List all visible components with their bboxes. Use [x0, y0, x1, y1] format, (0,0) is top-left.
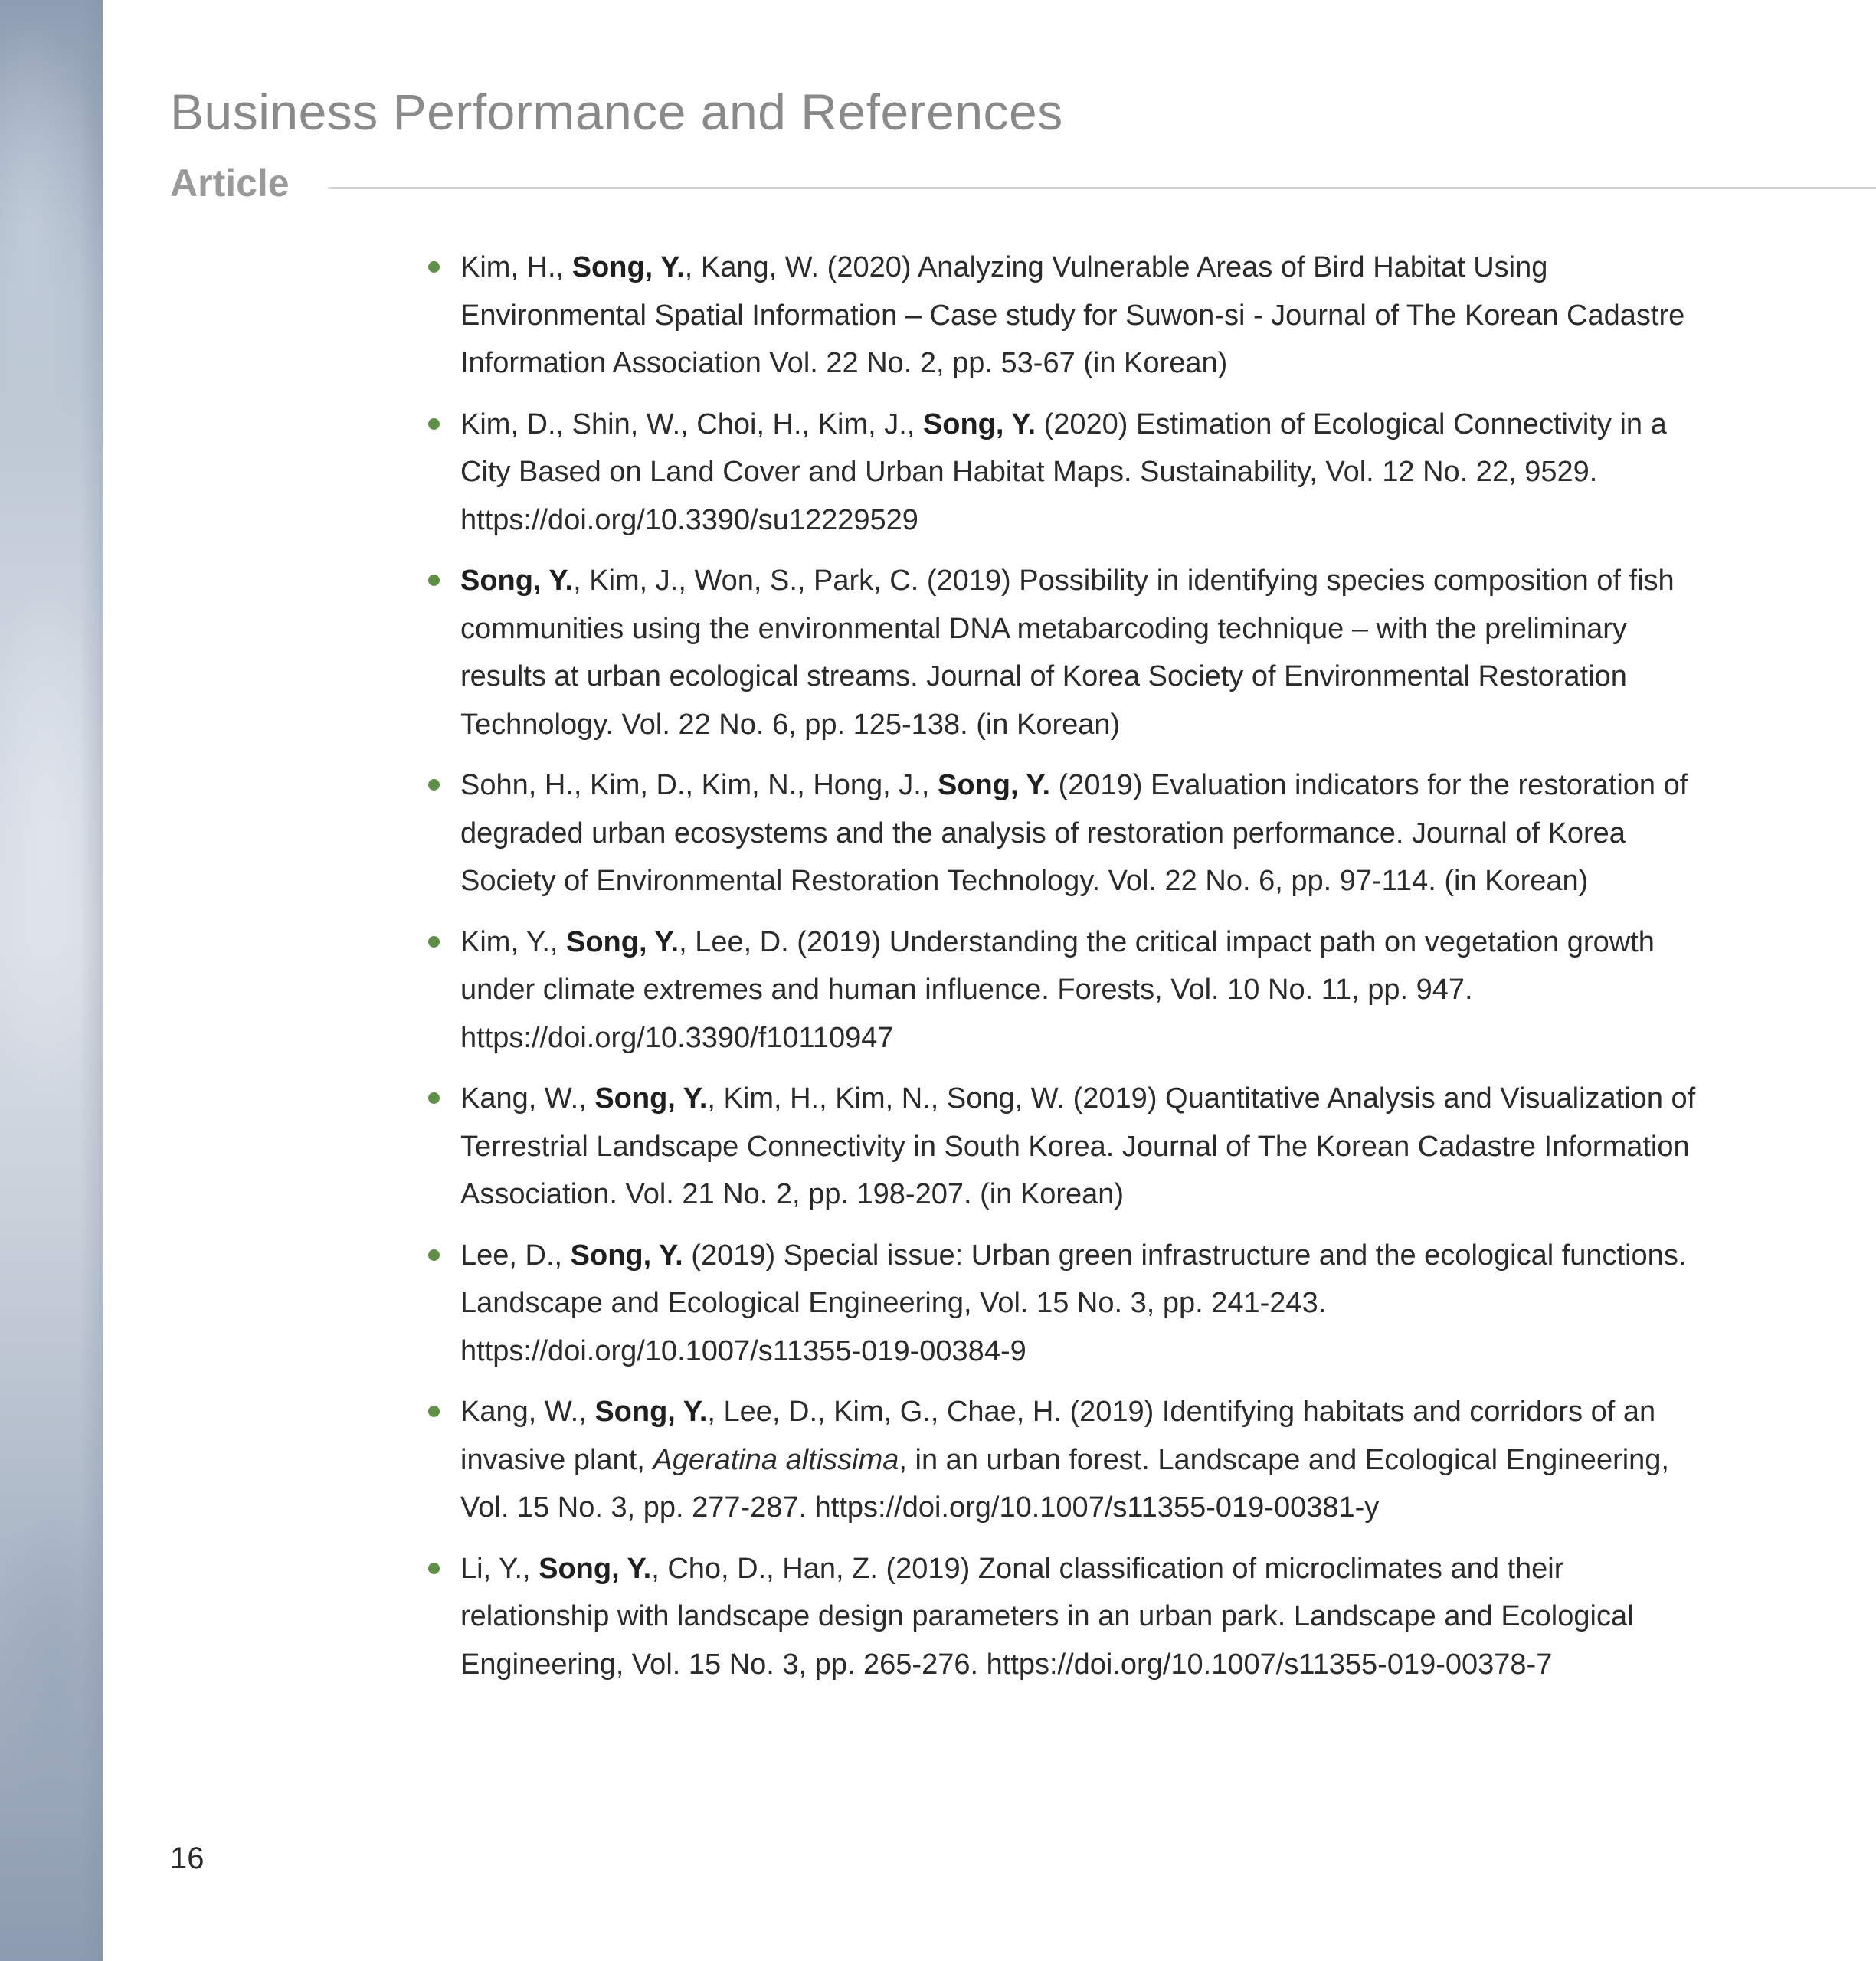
- reference-text: Sohn, H., Kim, D., Kim, N., Hong, J.,: [460, 769, 938, 801]
- reference-item: [425, 1545, 1720, 1689]
- decorative-side-band: [0, 0, 103, 1961]
- reference-item: [425, 1388, 1720, 1532]
- author-highlight: Song, Y.: [922, 408, 1036, 440]
- bullet-icon: [428, 1406, 440, 1417]
- reference-text: Lee, D.,: [460, 1239, 571, 1272]
- reference-item: [425, 557, 1720, 748]
- author-highlight: Song, Y.: [539, 1552, 652, 1585]
- bullet-icon: [428, 936, 440, 948]
- reference-text: Kim, Y.,: [460, 925, 566, 958]
- author-highlight: Song, Y.: [594, 1396, 708, 1428]
- page-title: Business Performance and References: [170, 83, 1063, 140]
- bullet-icon: [428, 261, 440, 273]
- bullet-icon: [428, 418, 440, 430]
- bullet-icon: [428, 1249, 440, 1261]
- reference-item: [425, 401, 1720, 545]
- reference-text: Kim, H.,: [460, 251, 572, 283]
- reference-text: , Kim, H., Kim, N., Song, W. (2019) Quantitative Analysis and Visualization of Terrestrial Landscape Connectivity in South Korea. Journal of The Korean Cadastre Information Association. Vol. 21 No. 2, pp. 198-207. (in Korean): [460, 1082, 1696, 1210]
- section-header: [170, 161, 1876, 214]
- author-highlight: Song, Y.: [570, 1239, 683, 1272]
- author-highlight: Song, Y.: [937, 769, 1051, 801]
- reference-text: (2020) Estimation of Ecological Connectivity in a City Based on Land Cover and Urban Habitat Maps. Sustainability, Vol. 12 No. 22, 9529. https://doi.org/10.3390/su12229529: [460, 408, 1667, 536]
- species-name: Ageratina altissima: [653, 1443, 899, 1476]
- bullet-icon: [428, 779, 440, 791]
- bullet-icon: [428, 575, 440, 586]
- reference-item: [425, 1075, 1720, 1219]
- reference-list: [425, 244, 1720, 1701]
- author-highlight: Song, Y.: [594, 1082, 708, 1115]
- page-number: 16: [170, 1842, 205, 1875]
- author-highlight: Song, Y.: [571, 251, 685, 283]
- reference-text: Kang, W.,: [460, 1082, 595, 1115]
- reference-text: Kim, D., Shin, W., Choi, H., Kim, J.,: [460, 408, 923, 440]
- author-highlight: Song, Y.: [460, 565, 574, 597]
- reference-text: , Kang, W. (2020) Analyzing Vulnerable Areas of Bird Habitat Using Environmental Spatial Information – Case study for Suwon-si - Journal of The Korean Cadastre Information Association Vol. 22 No. 2, pp. 53-67 (in Korean): [460, 251, 1685, 379]
- bullet-icon: [428, 1563, 440, 1574]
- section-label: Article: [170, 162, 290, 205]
- reference-text: , Lee, D., Kim, G., Chae, H. (2019) Identifying habitats and corridors of an invasive plant,: [460, 1396, 1656, 1476]
- reference-item: [425, 244, 1720, 388]
- reference-text: , Lee, D. (2019) Understanding the critical impact path on vegetation growth under climate extremes and human influence. Forests, Vol. 10 No. 11, pp. 947. https://doi.org/10.3390/f10110947: [460, 925, 1655, 1054]
- author-highlight: Song, Y.: [566, 925, 679, 958]
- reference-text: Kang, W.,: [460, 1396, 595, 1428]
- section-divider: [328, 187, 1876, 189]
- bullet-icon: [428, 1092, 440, 1104]
- reference-text: , Cho, D., Han, Z. (2019) Zonal classification of microclimates and their relationship with landscape design parameters in an urban park. Landscape and Ecological Engineering, Vol. 15 No. 3, pp. 265-276. https://doi.org/10.1007/s11355-019-00378-7: [460, 1552, 1634, 1681]
- reference-text: (2019) Special issue: Urban green infrastructure and the ecological functions. Landscape and Ecological Engineering, Vol. 15 No. 3, pp. 241-243. https://doi.org/10.1007/s11355-019-00384-9: [460, 1239, 1687, 1367]
- reference-text: Li, Y.,: [460, 1552, 539, 1585]
- reference-item: [425, 918, 1720, 1062]
- reference-item: [425, 1232, 1720, 1376]
- reference-text: , in an urban forest. Landscape and Ecological Engineering, Vol. 15 No. 3, pp. 277-287. https://doi.org/10.1007/s11355-019-00381-y: [460, 1443, 1669, 1524]
- reference-text: (2019) Evaluation indicators for the restoration of degraded urban ecosystems and the analysis of restoration performance. Journal of Korea Society of Environmental Restoration Technology. Vol. 22 No. 6, pp. 97-114. (in Korean): [460, 769, 1688, 897]
- reference-text: , Kim, J., Won, S., Park, C. (2019) Possibility in identifying species composition of fish communities using the environmental DNA metabarcoding technique – with the preliminary results at urban ecological streams. Journal of Korea Society of Environmental Restoration Technology. Vol. 22 No. 6, pp. 125-138. (in Korean): [460, 565, 1675, 741]
- reference-item: [425, 761, 1720, 905]
